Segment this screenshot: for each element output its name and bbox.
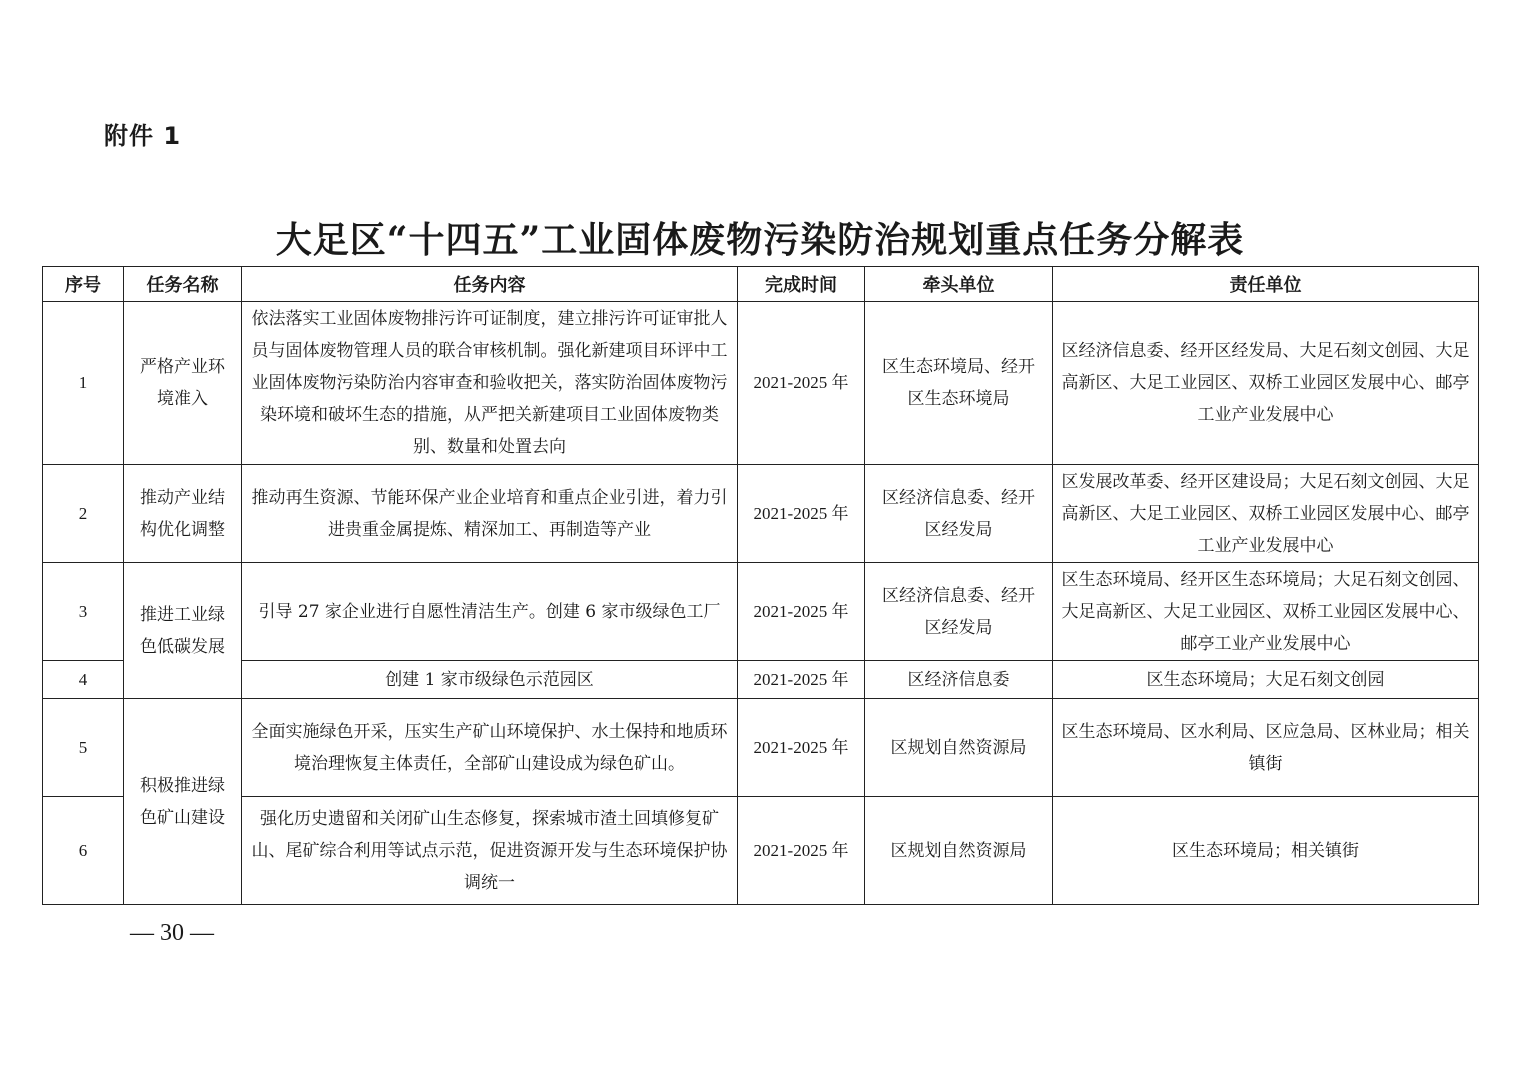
task-breakdown-table	[42, 266, 1479, 905]
header-responsible-unit: 责任单位	[1053, 267, 1479, 302]
row-no: 6	[43, 797, 124, 905]
lead-unit: 区生态环境局、经开区生态环境局	[865, 302, 1053, 465]
table-row	[43, 563, 1479, 661]
task-name: 严格产业环境准入	[140, 357, 225, 409]
header-content: 任务内容	[242, 267, 738, 302]
completion-period: 2021-2025 年	[738, 563, 865, 661]
task-name: 推进工业绿色低碳发展	[140, 604, 225, 657]
task-name-cell	[124, 563, 242, 699]
completion-period: 2021-2025 年	[738, 661, 865, 699]
header-task-name: 任务名称	[124, 267, 242, 302]
task-content: 创建 1 家市级绿色示范园区	[242, 661, 738, 699]
task-content: 引导 27 家企业进行自愿性清洁生产。创建 6 家市级绿色工厂	[242, 563, 738, 661]
lead-unit: 区规划自然资源局	[865, 699, 1053, 797]
row-no: 3	[43, 563, 124, 661]
responsible-unit: 区生态环境局；相关镇街	[1053, 797, 1479, 905]
document-title: 大足区“十四五”工业固体废物污染防治规划重点任务分解表	[275, 219, 1245, 261]
responsible-unit: 区经济信息委、经开区经发局、大足石刻文创园、大足高新区、大足工业园区、双桥工业园区发展中心、邮亭工业产业发展中心	[1053, 302, 1479, 465]
table-row	[43, 699, 1479, 797]
lead-unit: 区经济信息委、经开区经发局	[865, 563, 1053, 661]
task-content: 依法落实工业固体废物排污许可证制度，建立排污许可证审批人员与固体废物管理人员的联合审核机制。强化新建项目环评中工业固体废物污染防治内容审查和验收把关，落实防治固体废物污染环境和破坏生态的措施，从严把关新建项目工业固体废物类别、数量和处置去向	[242, 302, 738, 465]
responsible-unit: 区生态环境局、区水利局、区应急局、区林业局；相关镇街	[1053, 699, 1479, 797]
attachment-label: 附件 1	[104, 122, 182, 150]
task-name-cell	[124, 699, 242, 905]
completion-period: 2021-2025 年	[738, 699, 865, 797]
header-no: 序号	[43, 267, 124, 302]
header-lead-unit: 牵头单位	[865, 267, 1053, 302]
completion-period: 2021-2025 年	[738, 302, 865, 465]
task-content: 推动再生资源、节能环保产业企业培育和重点企业引进，着力引进贵重金属提炼、精深加工、再制造等产业	[242, 465, 738, 563]
task-content: 全面实施绿色开采，压实生产矿山环境保护、水土保持和地质环境治理恢复主体责任，全部矿山建设成为绿色矿山。	[242, 699, 738, 797]
task-name: 积极推进绿色矿山建设	[140, 775, 225, 828]
responsible-unit: 区发展改革委、经开区建设局；大足石刻文创园、大足高新区、大足工业园区、双桥工业园区发展中心、邮亭工业产业发展中心	[1053, 465, 1479, 563]
row-no: 1	[43, 302, 124, 465]
row-no: 5	[43, 699, 124, 797]
table-row	[43, 661, 1479, 699]
row-no: 2	[43, 465, 124, 563]
lead-unit: 区规划自然资源局	[865, 797, 1053, 905]
lead-unit: 区经济信息委	[865, 661, 1053, 699]
completion-period: 2021-2025 年	[738, 465, 865, 563]
table-row	[43, 302, 1479, 465]
lead-unit: 区经济信息委、经开区经发局	[865, 465, 1053, 563]
task-name-cell	[124, 302, 242, 465]
table-row	[43, 797, 1479, 905]
table-header-row	[43, 267, 1479, 302]
completion-period: 2021-2025 年	[738, 797, 865, 905]
table-row	[43, 465, 1479, 563]
task-content: 强化历史遗留和关闭矿山生态修复，探索城市渣土回填修复矿山、尾矿综合利用等试点示范，促进资源开发与生态环境保护协调统一	[242, 797, 738, 905]
responsible-unit: 区生态环境局、经开区生态环境局；大足石刻文创园、大足高新区、大足工业园区、双桥工业园区发展中心、邮亭工业产业发展中心	[1053, 563, 1479, 661]
task-name-cell	[124, 465, 242, 563]
row-no: 4	[43, 661, 124, 699]
responsible-unit: 区生态环境局；大足石刻文创园	[1053, 661, 1479, 699]
header-period: 完成时间	[738, 267, 865, 302]
task-name: 推动产业结构优化调整	[140, 487, 225, 540]
page-number: — 30 —	[130, 920, 214, 946]
